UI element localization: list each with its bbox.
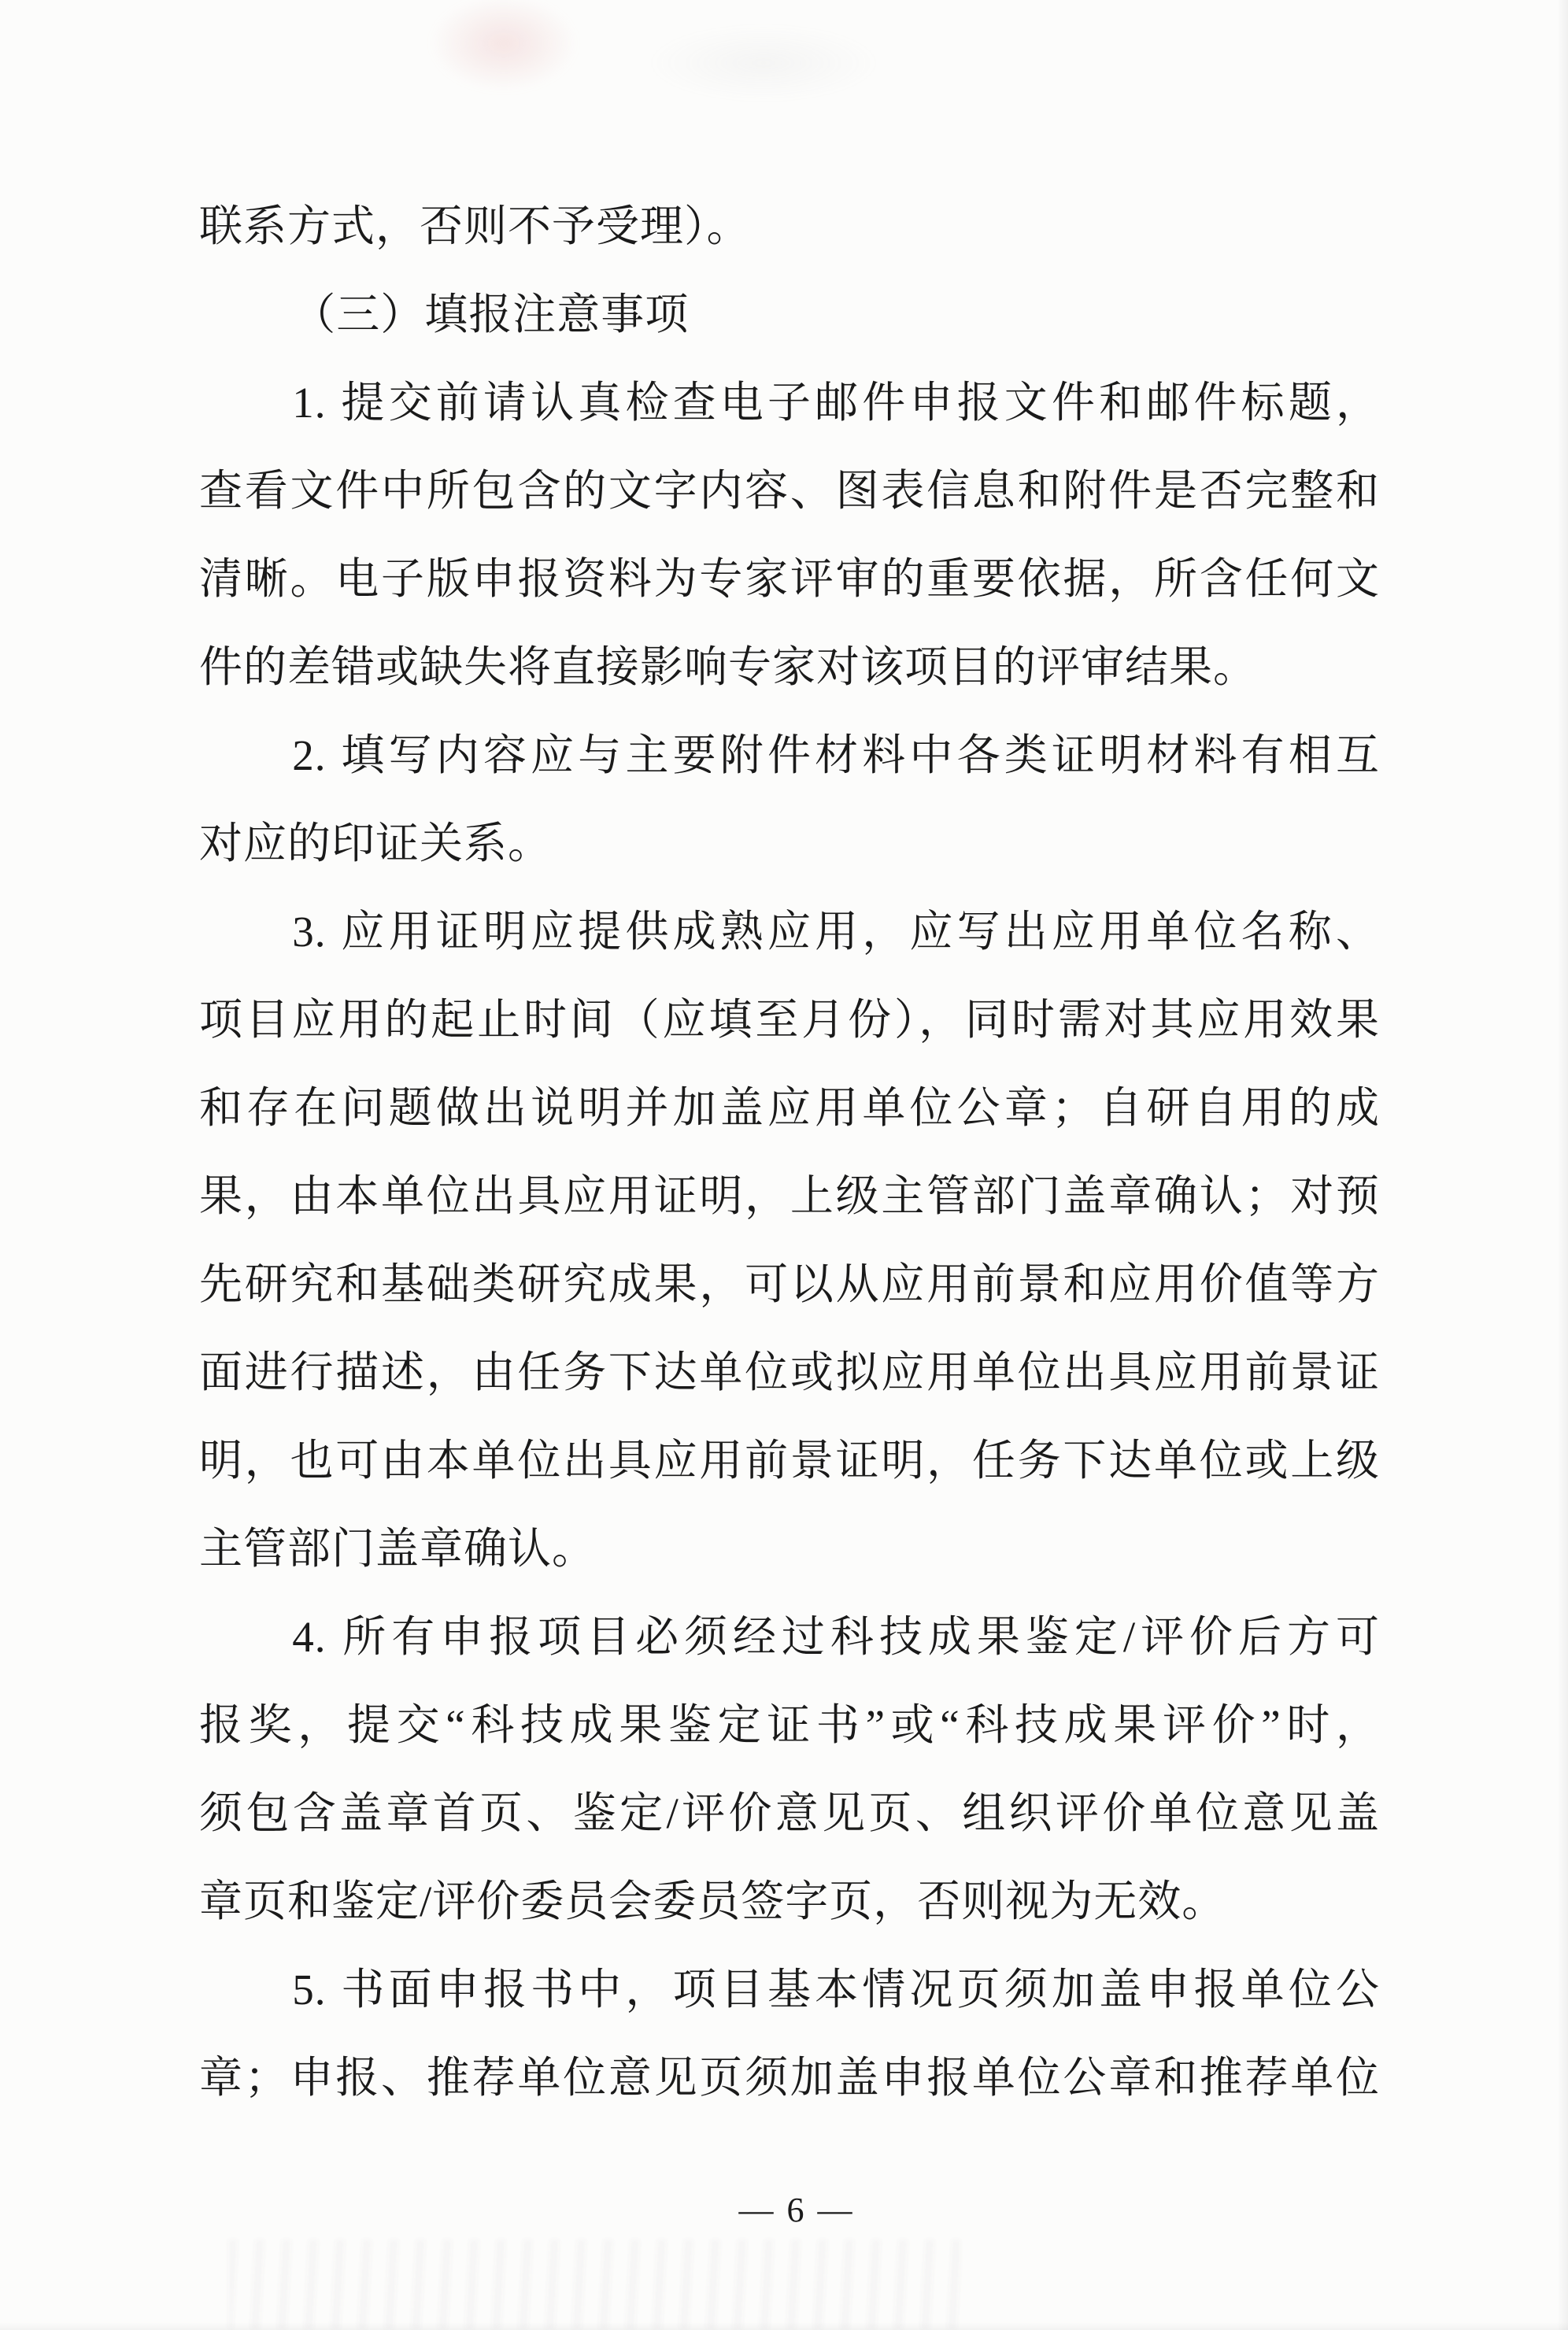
text-line: 明，也可由本单位出具应用前景证明，任务下达单位或上级 (199, 1437, 1380, 1485)
text-line: 面进行描述，由任务下达单位或拟应用单位出具应用前景证 (199, 1348, 1380, 1396)
text-line: 1. 提交前请认真检查电子邮件申报文件和邮件标题， (292, 379, 1380, 427)
text-line: 件的差错或缺失将直接影响专家对该项目的评审结果。 (199, 643, 1258, 691)
section-heading: （三）填报注意事项 (292, 290, 690, 338)
text-line: 对应的印证关系。 (199, 819, 553, 867)
text-line: 和存在问题做出说明并加盖应用单位公章；自研自用的成 (199, 1084, 1380, 1132)
text-line: 5. 书面申报书中，项目基本情况页须加盖申报单位公 (292, 1966, 1380, 2014)
scan-edge-shadow-bottom (0, 2322, 1568, 2330)
text-line: 清晰。电子版申报资料为专家评审的重要依据，所含任何文 (199, 555, 1380, 603)
text-line: 项目应用的起止时间（应填至月份），同时需对其应用效果 (199, 996, 1380, 1044)
scan-edge-shadow-right (1557, 0, 1568, 2330)
text-line: 2. 填写内容应与主要附件材料中各类证明材料有相互 (292, 731, 1380, 779)
text-line: 4. 所有申报项目必须经过科技成果鉴定/评价后方可 (292, 1613, 1380, 1661)
text-line: 先研究和基础类研究成果，可以从应用前景和应用价值等方 (199, 1260, 1380, 1308)
text-line: 须包含盖章首页、鉴定/评价意见页、组织评价单位意见盖 (199, 1789, 1380, 1837)
scan-artifact-pink-smudge (401, 0, 606, 110)
text-line: 联系方式，否则不予受理）。 (199, 202, 751, 250)
text-line: 3. 应用证明应提供成熟应用，应写出应用单位名称、 (292, 908, 1380, 956)
scan-artifact-gray-smudge (598, 8, 929, 118)
scan-artifact-bleedthrough (228, 2239, 960, 2330)
text-line: 章；申报、推荐单位意见页须加盖申报单位公章和推荐单位 (199, 2054, 1380, 2102)
text-line: 查看文件中所包含的文字内容、图表信息和附件是否完整和 (199, 467, 1380, 515)
page-number: — 6 — (738, 2191, 855, 2229)
text-line: 章页和鉴定/评价委员会委员签字页，否则视为无效。 (199, 1877, 1226, 1925)
text-column (199, 183, 1380, 2122)
text-line: 报奖，提交“科技成果鉴定证书”或“科技成果评价”时， (199, 1701, 1380, 1749)
text-line: 主管部门盖章确认。 (199, 1525, 597, 1573)
text-line: 果，由本单位出具应用证明，上级主管部门盖章确认；对预 (199, 1172, 1380, 1220)
